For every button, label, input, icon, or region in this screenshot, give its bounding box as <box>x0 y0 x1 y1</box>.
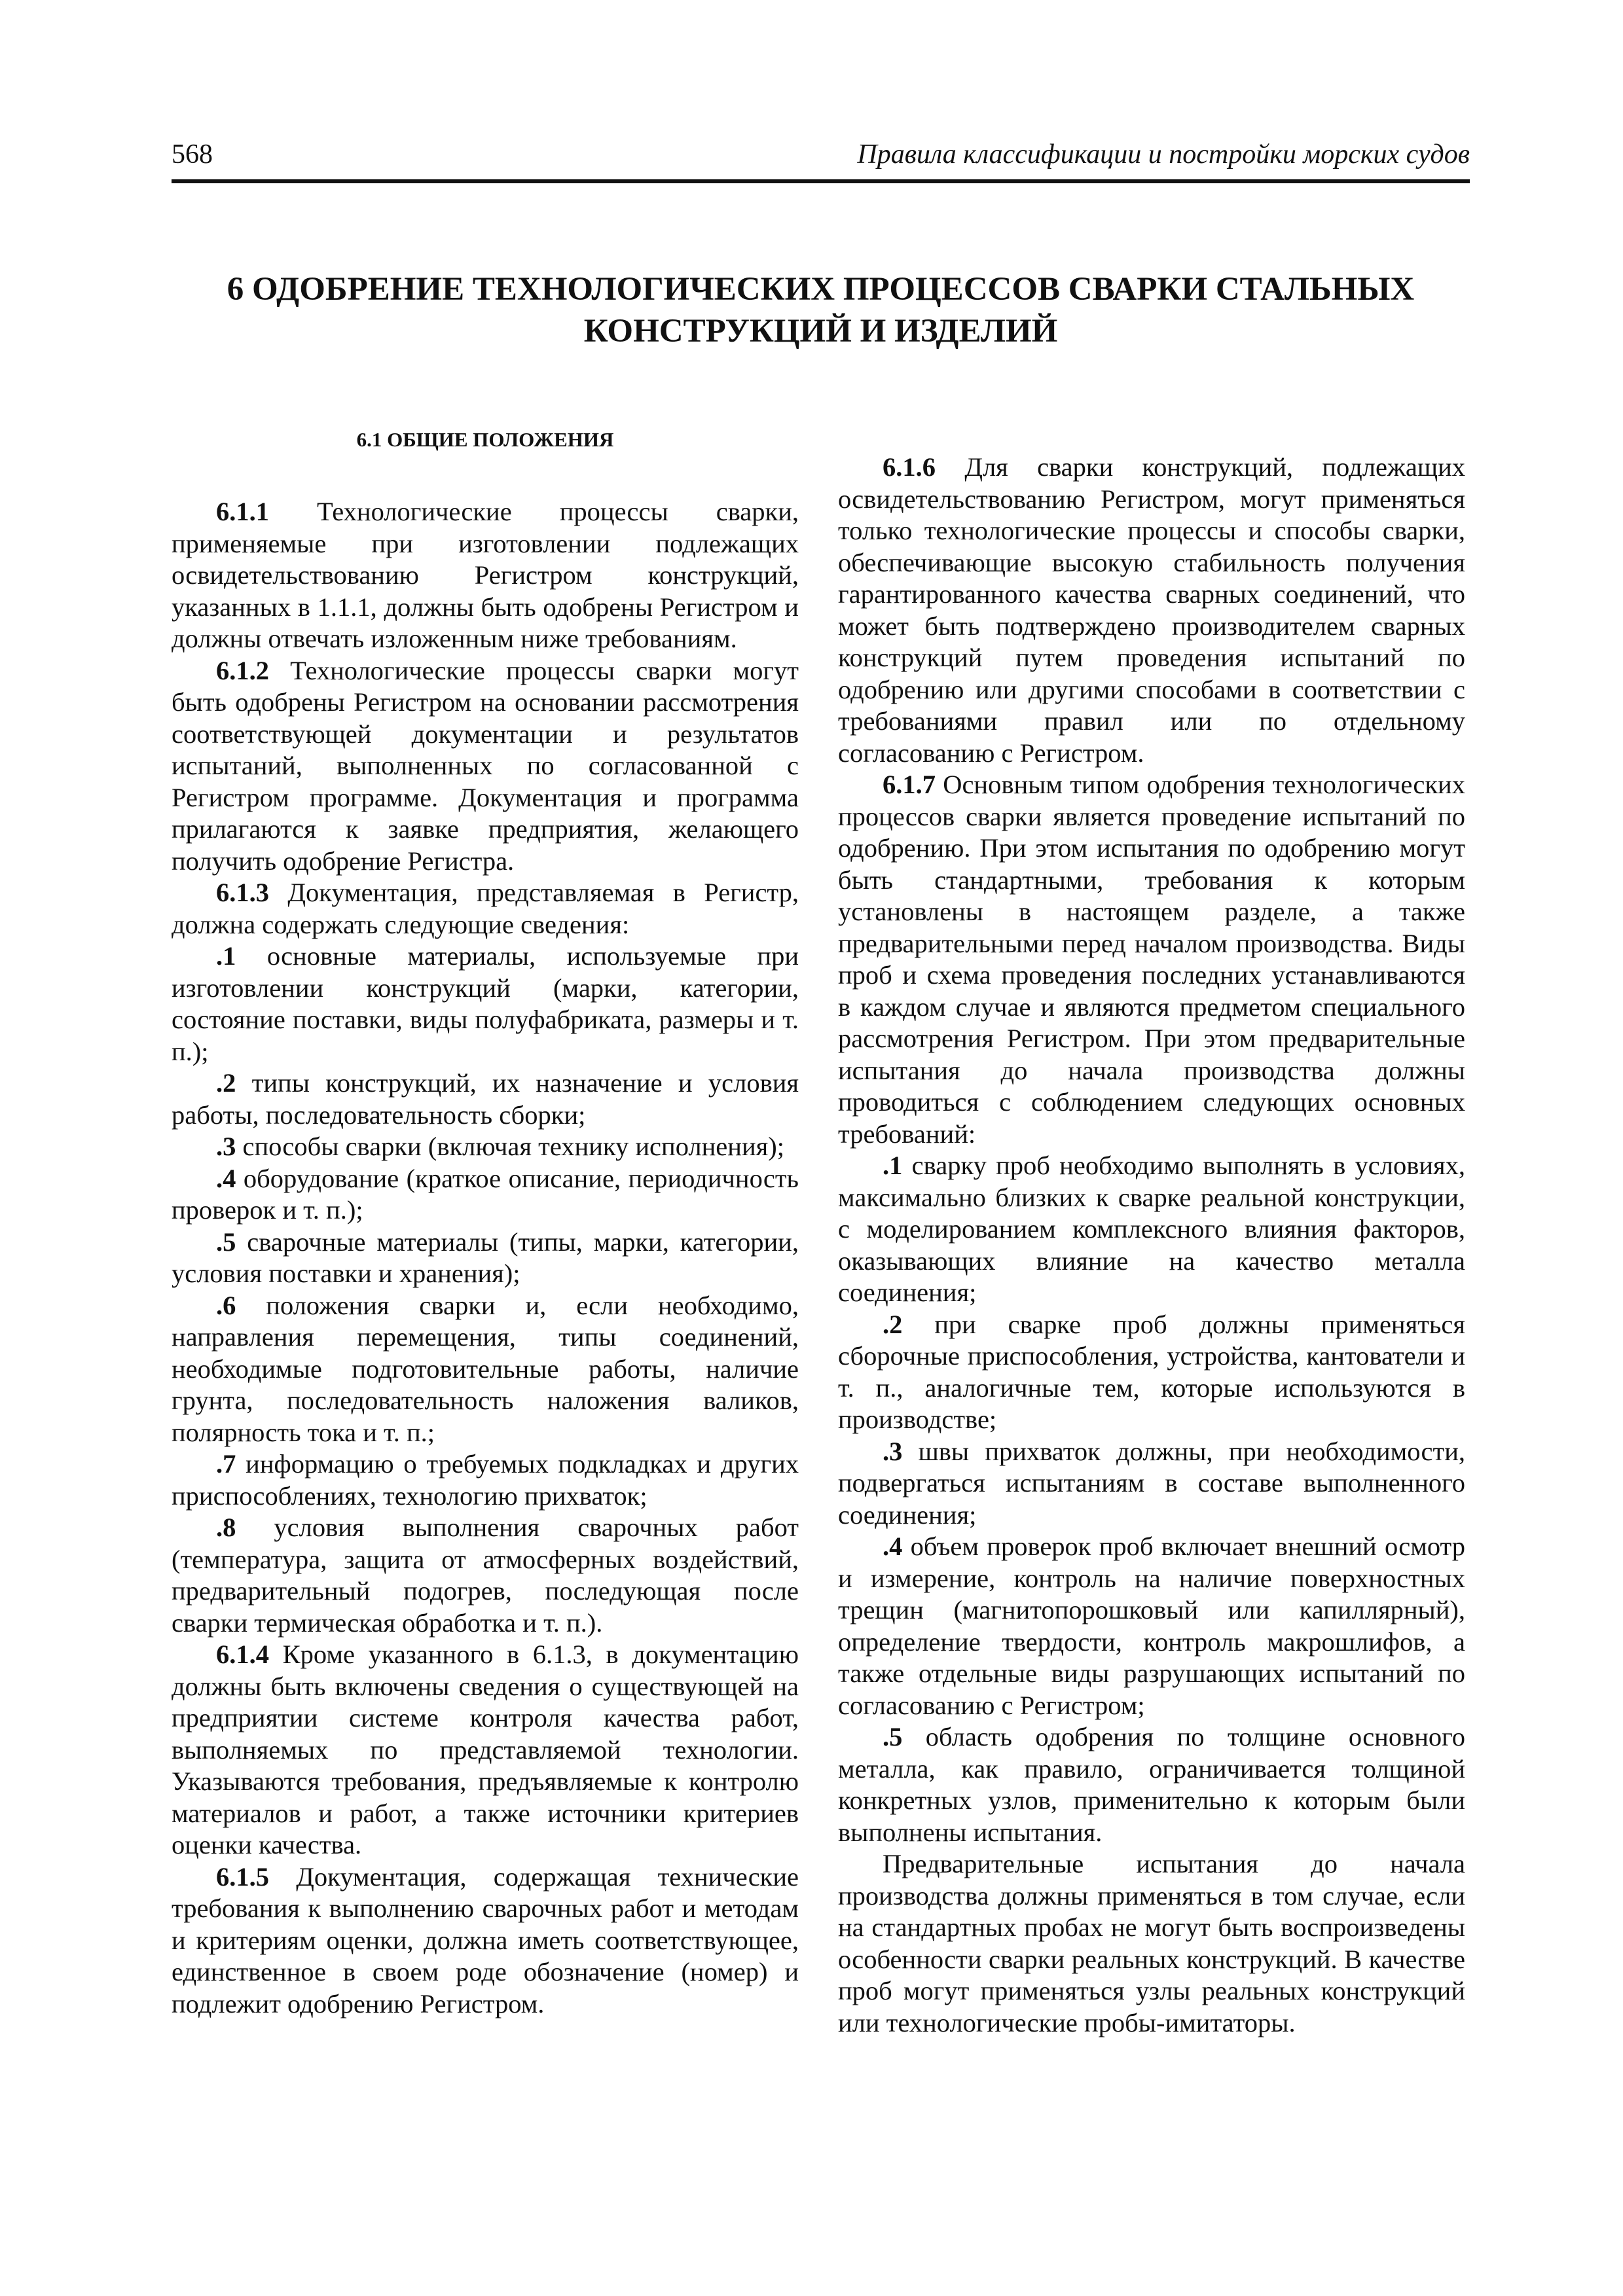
list-item-5 <box>172 1227 799 1290</box>
item-text: способы сварки (включая технику исполнения); <box>236 1132 784 1161</box>
paragraph-text: Предварительные испытания до начала производства должны применяться в том случае, если на стандартных пробах не могут быть воспроизведены особенности сварки реальных конструкций. В качестве проб могут применяться узлы реальных конструкций или технологические пробы-имитаторы. <box>838 1849 1465 2037</box>
item-text: основные материалы, используемые при изготовлении конструкций (марки, категории, состояние поставки, виды полуфабриката, размеры и т. п.); <box>172 941 799 1066</box>
requirement-item-2 <box>838 1309 1465 1436</box>
clause-text: Для сварки конструкций, подлежащих освидетельствованию Регистром, могут применяться только технологические процессы и способы сварки, обеспечивающие высокую стабильность получения гарантированного качества сварных соединений, что может быть подтверждено производителем сварных конструкций путем проведения испытаний по одобрению или другими способами в соответствии с требованиями правил или по отдельному согласованию с Регистром. <box>838 452 1465 768</box>
item-number: .2 <box>883 1309 903 1339</box>
item-text: швы прихваток должны, при необходимости, подвергаться испытаниям в составе выполненного соединения; <box>838 1436 1465 1530</box>
requirement-item-1 <box>838 1150 1465 1309</box>
item-text: оборудование (краткое описание, периодичность проверок и т. п.); <box>172 1163 799 1225</box>
clause-text: Технологические процессы сварки могут быть одобрены Регистром на основании рассмотрения соответствующей документации и результатов испытаний, выполненных по согласованной с Регистром программе. Документация и программа прилагаются к заявке предприятия, желающего получить одобрение Регистра. <box>172 655 799 876</box>
paragraph-6-1-3 <box>172 877 799 941</box>
running-title: Правила классификации и постройки морских судов <box>857 139 1470 170</box>
paragraph-6-1-7 <box>838 769 1465 1150</box>
requirement-item-5 <box>838 1721 1465 1848</box>
page-header <box>172 135 1470 183</box>
item-number: .4 <box>216 1163 236 1193</box>
item-number: .4 <box>883 1532 903 1561</box>
clause-text: Документация, содержащая технические требования к выполнению сварочных работ и методам и критериям оценки, должна иметь соответствующее, единственное в своем роде обозначение (номер) и подлежит одобрению Регистром. <box>172 1861 799 2018</box>
item-text: объем проверок проб включает внешний осмотр и измерение, контроль на наличие поверхностных трещин (магнитопорошковый или капиллярный), определение твердости, контроль макрошлифов, а также отдельные виды разрушающих испытаний по согласованию с Регистром; <box>838 1532 1465 1720</box>
clause-text: Документация, представляемая в Регистр, должна содержать следующие сведения: <box>172 878 799 939</box>
item-text: положения сварки и, если необходимо, направления перемещения, типы соединений, необходимые подготовительные работы, наличие грунта, последовательность наложения валиков, полярность тока и т. п.; <box>172 1290 799 1447</box>
item-text: при сварке проб должны применяться сборочные приспособления, устройства, кантователи и т. п., аналогичные тем, которые используются в производстве; <box>838 1309 1465 1434</box>
item-number: .5 <box>216 1227 236 1257</box>
paragraph-6-1-6 <box>838 452 1465 769</box>
item-number: .3 <box>883 1436 903 1466</box>
list-item-6 <box>172 1290 799 1449</box>
item-number: .1 <box>883 1151 903 1180</box>
item-text: сварочные материалы (типы, марки, категории, условия поставки и хранения); <box>172 1227 799 1288</box>
clause-text: Основным типом одобрения технологических процессов сварки является проведение испытаний по одобрению. При этом испытания по одобрению могут быть стандартными, требования к которым установлены в настоящем разделе, а также предварительными перед началом производства. Виды проб и схема проведения последних устанавливаются в каждом случае и являются предметом специального рассмотрения Регистром. При этом предварительные испытания до начала производства должны проводиться с соблюдением следующих основных требований: <box>838 770 1465 1149</box>
item-text: информацию о требуемых подкладках и других приспособлениях, технологию прихваток; <box>172 1449 799 1511</box>
item-text: сварку проб необходимо выполнять в условиях, максимально близких к сварке реальной конструкции, с моделированием комплексного влияния факторов, оказывающих влияние на качество металла соединения; <box>838 1151 1465 1307</box>
item-number: .3 <box>216 1132 236 1161</box>
paragraph-6-1-4 <box>172 1639 799 1861</box>
requirement-item-4 <box>838 1531 1465 1721</box>
clause-number: 6.1.4 <box>216 1640 269 1669</box>
section-heading: 6.1 ОБЩИЕ ПОЛОЖЕНИЯ <box>356 428 614 451</box>
right-column <box>838 424 1465 2039</box>
clause-number: 6.1.6 <box>883 452 936 482</box>
item-text: условия выполнения сварочных работ (температура, защита от атмосферных воздействий, предварительный подогрев, последующая после сварки термическая обработка и т. п.). <box>172 1513 799 1638</box>
clause-number: 6.1.1 <box>216 497 269 526</box>
clause-number: 6.1.3 <box>216 878 269 907</box>
requirement-item-3 <box>838 1436 1465 1532</box>
chapter-title <box>172 268 1470 352</box>
left-column <box>172 424 799 2020</box>
item-text: типы конструкций, их назначение и условия работы, последовательность сборки; <box>172 1068 799 1130</box>
list-item-1 <box>172 941 799 1067</box>
list-item-8 <box>172 1512 799 1639</box>
paragraph-6-1-2 <box>172 655 799 878</box>
clause-number: 6.1.2 <box>216 655 269 685</box>
item-number: .6 <box>216 1290 236 1320</box>
paragraph-6-1-1 <box>172 496 799 655</box>
chapter-title-line-1: 6 ОДОБРЕНИЕ ТЕХНОЛОГИЧЕСКИХ ПРОЦЕССОВ СВАРКИ СТАЛЬНЫХ <box>227 271 1415 308</box>
item-number: .1 <box>216 941 236 971</box>
chapter-title-line-2: КОНСТРУКЦИЙ И ИЗДЕЛИЙ <box>583 313 1058 350</box>
page-number: 568 <box>172 139 213 170</box>
item-number: .8 <box>216 1513 236 1542</box>
clause-text: Кроме указанного в 6.1.3, в документацию должны быть включены сведения о существующей на предприятии системе контроля качества работ, выполняемых по представляемой технологии. Указываются требования, предъявляемые к контролю материалов и работ, а также источники критериев оценки качества. <box>172 1640 799 1859</box>
clause-number: 6.1.7 <box>883 770 936 799</box>
paragraph-6-1-5 <box>172 1861 799 2020</box>
list-item-7 <box>172 1448 799 1512</box>
item-number: .7 <box>216 1449 236 1479</box>
item-number: .5 <box>883 1722 903 1751</box>
clause-text: Технологические процессы сварки, применяемые при изготовлении подлежащих освидетельствованию Регистром конструкций, указанных в 1.1.1, должны быть одобрены Регистром и должны отвечать изложенным ниже требованиям. <box>172 497 799 653</box>
column-spacer <box>838 424 1465 452</box>
paragraph-preliminary-tests <box>838 1848 1465 2039</box>
clause-number: 6.1.5 <box>216 1861 269 1892</box>
item-text: область одобрения по толщине основного металла, как правило, ограничивается толщиной конкретных узлов, применительно к которым были выполнены испытания. <box>838 1722 1465 1847</box>
list-item-3 <box>172 1131 799 1163</box>
list-item-4 <box>172 1163 799 1227</box>
item-number: .2 <box>216 1068 236 1098</box>
list-item-2 <box>172 1067 799 1131</box>
